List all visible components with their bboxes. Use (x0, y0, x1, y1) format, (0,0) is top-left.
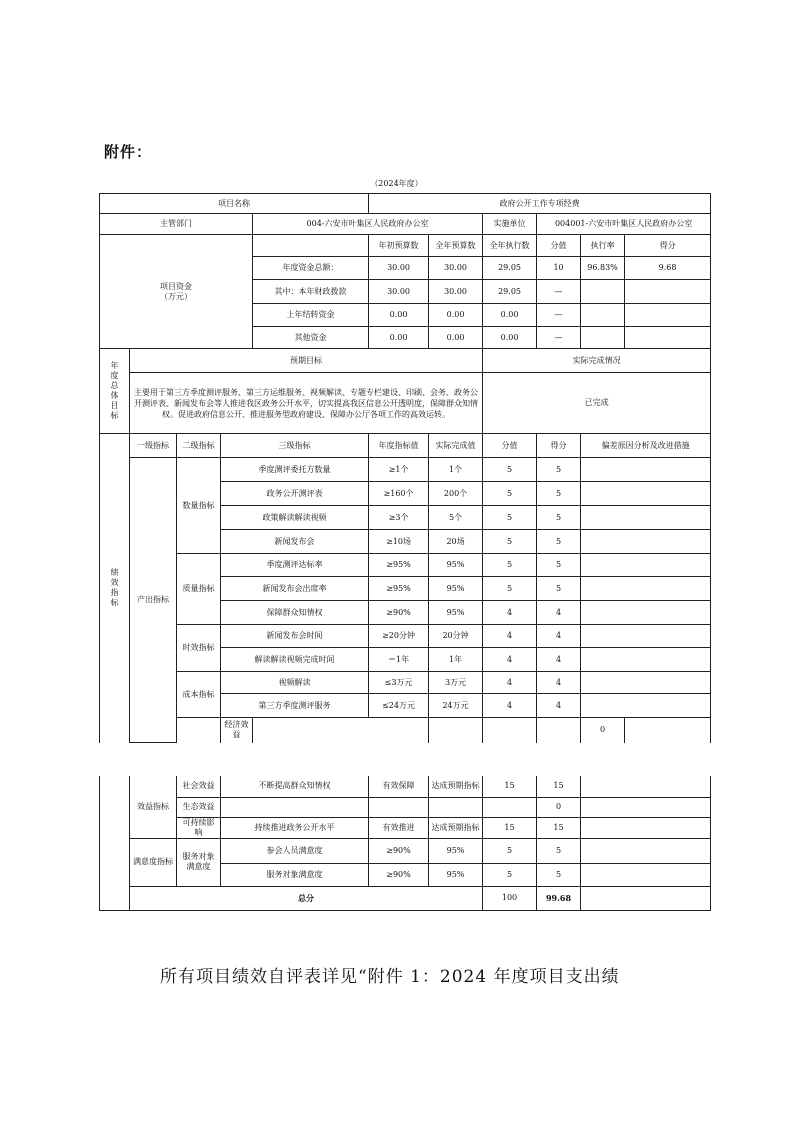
perf-row-deviation (581, 458, 711, 482)
impl-value: 004001-六安市叶集区人民政府办公室 (537, 214, 711, 235)
funds-rate (581, 327, 625, 349)
perf-row-value: 4 (483, 648, 537, 672)
funds-init: 30.00 (369, 257, 429, 280)
benefit-label: 效益指标 (130, 776, 177, 838)
perf-row-name: 解读解读视频完成时间 (221, 648, 369, 672)
perf-row-deviation (581, 506, 711, 530)
perf-row-value: 4 (483, 625, 537, 648)
perf-row (100, 458, 711, 482)
perf-row-actual: 24万元 (429, 694, 483, 718)
perf-row-value: 5 (483, 530, 537, 554)
perf-row-score: 4 (537, 648, 581, 672)
goals-actual-text: 已完成 (483, 373, 711, 434)
funds-exec: 0.00 (483, 327, 537, 349)
dept-value: 004-六安市叶集区人民政府办公室 (253, 214, 483, 235)
eco-label: 生态效益 (177, 797, 221, 817)
perf-row-name: 新闻发布会出席率 (221, 577, 369, 601)
perf-row-value (537, 718, 581, 743)
perf-row-score: 5 (537, 863, 581, 886)
perf-col-level3: 三级指标 (221, 434, 369, 458)
perf-row-deviation (581, 530, 711, 554)
perf-row-value: 4 (483, 672, 537, 694)
service-label: 服务对象满意度 (177, 838, 221, 886)
quality-label: 质量指标 (177, 554, 221, 625)
perf-row-actual: 5个 (429, 506, 483, 530)
economic-label: 经济效益 (221, 718, 253, 743)
perf-row (100, 838, 711, 863)
funds-header-row (100, 235, 711, 257)
perf-row-name: 参会人员满意度 (221, 838, 369, 863)
perf-row-score: 0 (581, 718, 625, 743)
perf-row-deviation (581, 625, 711, 648)
perf-row-value: 5 (483, 577, 537, 601)
goals-actual-header: 实际完成情况 (483, 349, 711, 373)
funds-score (625, 327, 711, 349)
funds-score-value: — (537, 280, 581, 304)
perf-row-value (483, 797, 537, 817)
dept-row (100, 214, 711, 235)
perf-row-deviation (625, 718, 711, 743)
perf-row-value: 4 (483, 694, 537, 718)
perf-row-score: 5 (537, 530, 581, 554)
perf-row-value: 5 (483, 482, 537, 506)
perf-row-actual: 200个 (429, 482, 483, 506)
project-name-label: 项目名称 (100, 194, 369, 214)
funds-score (625, 304, 711, 327)
perf-row-target: ≥90% (369, 838, 429, 863)
perf-row-deviation (581, 838, 711, 863)
perf-row-score: 4 (537, 601, 581, 625)
perf-row-target: ≥95% (369, 577, 429, 601)
perf-col-deviation: 偏差原因分析及改进措施 (581, 434, 711, 458)
funds-score-value: 10 (537, 257, 581, 280)
perf-row-value: 5 (483, 863, 537, 886)
perf-row-score: 5 (537, 554, 581, 577)
perf-row (100, 718, 711, 743)
perf-row-name: 第三方季度测评服务 (221, 694, 369, 718)
evaluation-table-page2 (99, 776, 711, 911)
funds-col-exec: 全年执行数 (483, 235, 537, 257)
perf-row-name: 不断提高群众知情权 (221, 776, 369, 797)
perf-row-value: 4 (483, 601, 537, 625)
funds-full: 30.00 (429, 280, 483, 304)
perf-row-name: 新闻发布会时间 (221, 625, 369, 648)
perf-row-target: ≥1个 (369, 458, 429, 482)
funds-init: 30.00 (369, 280, 429, 304)
perf-row-score: 0 (537, 797, 581, 817)
perf-row-score: 15 (537, 817, 581, 838)
perf-row-target: ≤3万元 (369, 672, 429, 694)
perf-row-target: ≥95% (369, 554, 429, 577)
perf-label: 绩效指标 (100, 434, 130, 743)
perf-row-value: 5 (483, 506, 537, 530)
output-continuation (177, 718, 221, 743)
total-score: 99.68 (537, 886, 581, 910)
perf-row-actual: 达成预期指标 (429, 817, 483, 838)
funds-rate: 96.83% (581, 257, 625, 280)
funds-row-name: 年度资金总额： (253, 257, 369, 280)
project-name-value: 政府公开工作专项经费 (369, 194, 711, 214)
perf-row-actual: 95% (429, 554, 483, 577)
perf-row-actual: 20场 (429, 530, 483, 554)
perf-row-value: 15 (483, 776, 537, 797)
perf-row-actual: 95% (429, 838, 483, 863)
perf-row-score: 4 (537, 625, 581, 648)
funds-header-blank (253, 235, 369, 257)
perf-row-score: 15 (537, 776, 581, 797)
perf-row (100, 817, 711, 838)
total-deviation (581, 886, 711, 910)
perf-row-actual (429, 797, 483, 817)
perf-row-target: ＝1年 (369, 648, 429, 672)
impl-label: 实施单位 (483, 214, 537, 235)
perf-row-deviation (581, 817, 711, 838)
quantity-label: 数量指标 (177, 458, 221, 554)
perf-col-target: 年度指标值 (369, 434, 429, 458)
perf-row-actual: 达成预期指标 (429, 776, 483, 797)
perf-row-deviation (581, 797, 711, 817)
perf-row-target (429, 718, 483, 743)
perf-row (100, 776, 711, 797)
total-label: 总分 (130, 886, 483, 910)
bottom-paragraph: 所有项目绩效自评表详见“附件 1：2024 年度项目支出绩 (160, 967, 620, 987)
funds-col-value: 分值 (537, 235, 581, 257)
funds-row-name: 其中：本年财政拨款 (253, 280, 369, 304)
perf-label-continuation (100, 776, 130, 910)
perf-row-value: 5 (483, 838, 537, 863)
funds-col-score: 得分 (625, 235, 711, 257)
perf-row-actual: 3万元 (429, 672, 483, 694)
year-label: （2024年度） (370, 179, 423, 188)
satisfaction-label: 满意度指标 (130, 838, 177, 886)
perf-row-name: 视频解读 (221, 672, 369, 694)
goals-header-row (100, 349, 711, 373)
cost-label: 成本指标 (177, 672, 221, 718)
funds-init: 0.00 (369, 327, 429, 349)
perf-row-score: 5 (537, 458, 581, 482)
perf-row-deviation (581, 648, 711, 672)
perf-col-level1: 一级指标 (130, 434, 177, 458)
goals-label: 年度总体目标 (100, 349, 130, 434)
perf-row (100, 554, 711, 577)
perf-row (100, 672, 711, 694)
perf-row-actual: 95% (429, 601, 483, 625)
perf-row (100, 625, 711, 648)
perf-col-level2: 二级指标 (177, 434, 221, 458)
goals-expected-text: 主要用于第三方季度测评服务、第三方运维服务、视频解读、专题专栏建设、印刷、会务、政务公开测评表、新闻发布会等人推进我区政务公开水平，切实提高我区信息公开透明度，保障群众知情权。促进政府信息公开、推进服务型政府建设、保障办公厅各项工作的高效运转。 (130, 373, 483, 434)
goals-expected-header: 预期目标 (130, 349, 483, 373)
perf-row-target: ≥20分钟 (369, 625, 429, 648)
perf-row-name: 政务公开测评表 (221, 482, 369, 506)
perf-row-score: 4 (537, 694, 581, 718)
perf-row-name: 服务对象满意度 (221, 863, 369, 886)
attachment-label: 附件： (104, 143, 153, 161)
perf-row-name: 政策解读解读视频 (221, 506, 369, 530)
goals-row (100, 373, 711, 434)
funds-col-rate: 执行率 (581, 235, 625, 257)
perf-row-deviation (581, 776, 711, 797)
perf-row-name: 保障群众知情权 (221, 601, 369, 625)
evaluation-table-page1 (99, 193, 711, 743)
perf-row-name: 持续推进政务公开水平 (221, 817, 369, 838)
funds-rate (581, 304, 625, 327)
perf-row-target: ≥90% (369, 601, 429, 625)
perf-row-deviation (581, 601, 711, 625)
perf-row-deviation (581, 694, 711, 718)
perf-row-value: 5 (483, 458, 537, 482)
perf-row-value: 15 (483, 817, 537, 838)
perf-row-score: 5 (537, 482, 581, 506)
perf-row-actual: 1个 (429, 458, 483, 482)
perf-row (100, 797, 711, 817)
perf-row-score: 5 (537, 838, 581, 863)
perf-col-score: 得分 (537, 434, 581, 458)
output-label: 产出指标 (130, 458, 177, 743)
perf-header-row (100, 434, 711, 458)
funds-init: 0.00 (369, 304, 429, 327)
perf-row-score: 5 (537, 577, 581, 601)
funds-label: 项目资金 （万元） (100, 235, 253, 349)
perf-row-target (369, 797, 429, 817)
perf-row-name: 新闻发布会 (221, 530, 369, 554)
funds-col-init: 年初预算数 (369, 235, 429, 257)
funds-score-value: — (537, 304, 581, 327)
funds-exec: 29.05 (483, 280, 537, 304)
perf-row-deviation (581, 672, 711, 694)
funds-rate (581, 280, 625, 304)
perf-row-target: ≥90% (369, 863, 429, 886)
funds-full: 0.00 (429, 327, 483, 349)
perf-row-target: 有效保障 (369, 776, 429, 797)
total-value: 100 (483, 886, 537, 910)
social-label: 社会效益 (177, 776, 221, 797)
dept-label: 主管部门 (100, 214, 253, 235)
perf-row-actual: 95% (429, 863, 483, 886)
perf-row-score: 4 (537, 672, 581, 694)
funds-score-value: — (537, 327, 581, 349)
perf-row-target: ≥3个 (369, 506, 429, 530)
perf-row-target: 有效推进 (369, 817, 429, 838)
funds-exec: 0.00 (483, 304, 537, 327)
perf-row-name (253, 718, 429, 743)
perf-row-value: 5 (483, 554, 537, 577)
perf-col-value: 分值 (483, 434, 537, 458)
perf-row-deviation (581, 554, 711, 577)
funds-col-full: 全年预算数 (429, 235, 483, 257)
total-row (100, 886, 711, 910)
perf-row-deviation (581, 577, 711, 601)
perf-row-name: 季度测评达标率 (221, 554, 369, 577)
sustain-label: 可持续影响 (177, 817, 221, 838)
funds-score: 9.68 (625, 257, 711, 280)
perf-row-score: 5 (537, 506, 581, 530)
perf-row-name: 季度测评委托方数量 (221, 458, 369, 482)
perf-row-actual: 95% (429, 577, 483, 601)
funds-score (625, 280, 711, 304)
project-name-row (100, 194, 711, 214)
funds-full: 30.00 (429, 257, 483, 280)
perf-row-name (221, 797, 369, 817)
perf-row-target: ≥160个 (369, 482, 429, 506)
perf-row-actual: 1年 (429, 648, 483, 672)
funds-exec: 29.05 (483, 257, 537, 280)
perf-row-actual (483, 718, 537, 743)
funds-row-name: 上年结转资金 (253, 304, 369, 327)
perf-row-deviation (581, 863, 711, 886)
timeliness-label: 时效指标 (177, 625, 221, 672)
perf-row-target: ≥10场 (369, 530, 429, 554)
perf-row-target: ≤24万元 (369, 694, 429, 718)
funds-full: 0.00 (429, 304, 483, 327)
perf-row-actual: 20分钟 (429, 625, 483, 648)
perf-row-deviation (581, 482, 711, 506)
perf-col-actual: 实际完成值 (429, 434, 483, 458)
funds-row-name: 其他资金 (253, 327, 369, 349)
